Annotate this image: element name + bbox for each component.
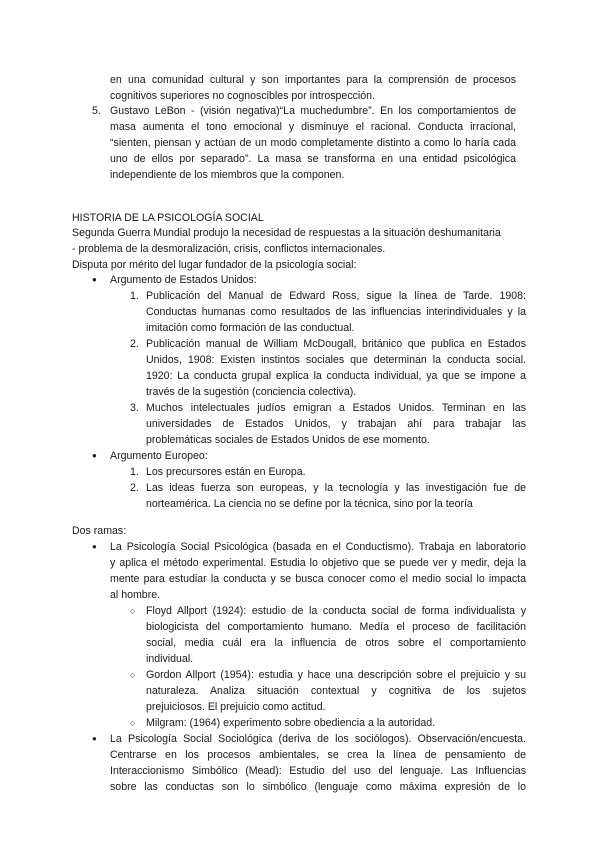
- bullet-icon: ●: [92, 275, 97, 284]
- text-line: Floyd Allport (1924): estudio de la conducta social de forma individualista y: [146, 605, 526, 617]
- text-line: través de la sugestión (conciencia colectiva).: [146, 386, 357, 398]
- text-line: y aplica el método experimental. Estudia lo objetivo que se puede ver y medir, deja la: [110, 557, 526, 569]
- text-line: La Psicología Social Sociológica (deriva de los sociólogos). Observación/encuesta.: [110, 733, 526, 745]
- list-number: 1.: [130, 466, 139, 478]
- list-number: 3.: [130, 402, 139, 414]
- text-line: - problema de la desmoralización, crisis, conflictos internacionales.: [72, 243, 386, 255]
- section-heading: HISTORIA DE LA PSICOLOGÍA SOCIAL: [72, 212, 264, 224]
- text-line: Muchos intelectuales judíos emigran a Estados Unidos. Terminan en las: [146, 402, 526, 414]
- text-line: Centrarse en los procesos ambientales, se crea la línea de pensamiento de: [110, 749, 526, 761]
- text-line: La Psicología Social Psicológica (basada en el Conductismo). Trabaja en laboratorio: [110, 541, 526, 553]
- text-line: independiente de los miembros que la componen.: [110, 169, 345, 181]
- list-number: 1.: [130, 290, 139, 302]
- text-line: “sienten, piensan y actúan de un modo completamente distinto a como lo haría cada: [110, 137, 516, 149]
- bullet-label: Argumento Europeo:: [110, 450, 208, 462]
- text-line: uno de ellos por separado”. La masa se transforma en una entidad psicológica: [110, 153, 516, 165]
- text-line: en una comunidad cultural y son importantes para la comprensión de procesos: [110, 74, 516, 86]
- section-heading: Dos ramas:: [72, 525, 127, 537]
- text-line: biologicista del comportamiento humano. Medía el proceso de facilitación: [146, 621, 526, 633]
- text-line: individual.: [146, 653, 194, 665]
- bullet-icon: ●: [92, 542, 97, 551]
- text-line: masa aumenta el tono emocional y disminuye el racional. Conducta irracional,: [110, 121, 516, 133]
- circle-bullet-icon: ○: [130, 606, 136, 616]
- text-line: Interaccionismo Simbólico (Mead): Estudio del uso del lenguaje. Las Influencias: [110, 765, 526, 777]
- text-line: Publicación manual de William McDougall, británico que publica en Estados: [146, 338, 526, 350]
- text-line: al hombre.: [110, 589, 161, 601]
- text-line: Disputa por mérito del lugar fundador de la psicología social:: [72, 259, 357, 271]
- text-line: Gustavo LeBon - (visión negativa)“La muchedumbre”. En los comportamientos de: [110, 105, 516, 117]
- text-line: Publicación del Manual de Edward Ross, sigue la línea de Tarde. 1908:: [146, 290, 526, 302]
- text-line: cognitivos superiores no cognoscibles por introspección.: [110, 90, 375, 102]
- text-line: mente para estudiar la conducta y se busca conocer como el medio social lo impacta: [110, 573, 526, 585]
- text-line: Los precursores están en Europa.: [146, 466, 306, 478]
- text-line: Segunda Guerra Mundial produjo la necesidad de respuestas a la situación deshumanitaria: [72, 227, 501, 239]
- text-line: Unidos, 1908: Existen instintos sociales que determinan la conducta social.: [146, 354, 526, 366]
- bullet-label: Argumento de Estados Unidos:: [110, 274, 257, 286]
- text-line: naturaleza. Analiza situación contextual y cognitiva de los sujetos: [146, 685, 526, 697]
- text-line: universidades de Estados Unidos, y trabajan ahí para trabajar las: [146, 418, 526, 430]
- circle-bullet-icon: ○: [130, 718, 136, 728]
- text-line: Conductas humanas como resultados de las influencias interindividuales y la: [146, 306, 526, 318]
- text-line: imitación como formación de las conductual.: [146, 322, 355, 334]
- bullet-icon: ●: [92, 451, 97, 460]
- text-line: norteamérica. La ciencia no se define por la técnica, sino por la teoría: [146, 498, 473, 510]
- text-line: Milgram: (1964) experimento sobre obediencia a la autoridad.: [146, 717, 436, 729]
- list-number: 2.: [130, 338, 139, 350]
- text-line: sobre las conductas son lo simbólico (lenguaje como máxima expresión de lo: [110, 781, 526, 793]
- text-line: Las ideas fuerza son europeas, y la tecnología y las investigación fue de: [146, 482, 526, 494]
- text-line: 1920: La conducta grupal explica la conducta individual, ya que se impone a: [146, 370, 526, 382]
- circle-bullet-icon: ○: [130, 670, 136, 680]
- list-number: 5.: [92, 105, 101, 117]
- text-line: Gordon Allport (1954): estudia y hace una descripción sobre el prejuicio y su: [146, 669, 526, 681]
- list-number: 2.: [130, 482, 139, 494]
- text-line: problemáticas sociales de Estados Unidos de ese momento.: [146, 434, 430, 446]
- bullet-icon: ●: [92, 734, 97, 743]
- text-line: social, media cuál era la influencia de otros sobre el comportamiento: [146, 637, 526, 649]
- text-line: prejuiciosos. El prejuicio como actitud.: [146, 701, 326, 713]
